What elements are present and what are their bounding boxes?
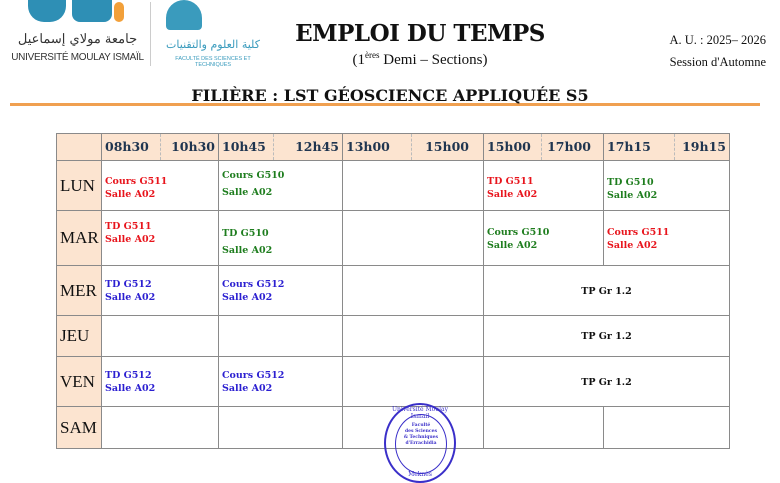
- stamp-bottom-text: Meknès: [408, 471, 432, 478]
- day-ven: VEN: [56, 356, 102, 407]
- faculty-logo: [158, 0, 268, 70]
- official-stamp: Université Moulay Ismail Faculté des Sciences & Techniques d'Errachidia Meknès: [384, 403, 456, 483]
- filiere-title: FILIÈRE : LST GÉOSCIENCE APPLIQUÉE S5: [191, 86, 589, 105]
- slot-jeu-45: TP Gr 1.2: [483, 315, 730, 357]
- slot-lun-3: [342, 160, 484, 211]
- slot-sam-4: [483, 406, 604, 449]
- slot-lun-5: TD G510 Salle A02: [603, 160, 730, 211]
- slot-sam-1: [101, 406, 219, 449]
- slot-mer-2: Cours G512 Salle A02: [218, 265, 343, 316]
- slot-sam-5: [603, 406, 730, 449]
- slot-mar-1: TD G511 Salle A02: [101, 210, 219, 266]
- day-jeu: JEU: [56, 315, 102, 357]
- slot-jeu-3: [342, 315, 484, 357]
- subtitle-sup: ères: [365, 50, 380, 60]
- faculty-name-fr: FACULTÉ DES SCIENCES ET TECHNIQUES: [175, 56, 251, 68]
- slot-mar-4: Cours G510 Salle A02: [483, 210, 604, 266]
- slot-ven-3: [342, 356, 484, 407]
- slot-ven-2: Cours G512 Salle A02: [218, 356, 343, 407]
- slot-header-5: 17h15 19h15: [603, 133, 730, 161]
- slot-mer-45: TP Gr 1.2: [483, 265, 730, 316]
- slot-header-2: 10h45 12h45: [218, 133, 343, 161]
- slot-mar-3: [342, 210, 484, 266]
- slot-header-4: 15h00 17h00: [483, 133, 604, 161]
- university-name-ar: جامعة مولاي إسماعيل: [17, 32, 138, 47]
- university-logo: [10, 0, 145, 70]
- faculty-name-ar: كلية العلوم والتقنيات: [166, 38, 260, 51]
- page-title: EMPLOI DU TEMPS: [295, 20, 545, 47]
- slot-lun-1: Cours G511 Salle A02: [101, 160, 219, 211]
- day-sam: SAM: [56, 406, 102, 449]
- slot-lun-2: Cours G510 Salle A02: [218, 160, 343, 211]
- slot-ven-45: TP Gr 1.2: [483, 356, 730, 407]
- slot-mer-3: [342, 265, 484, 316]
- slot-mar-5: Cours G511 Salle A02: [603, 210, 730, 266]
- day-lun: LUN: [56, 160, 102, 211]
- academic-year: A. U. : 2025– 2026: [669, 33, 766, 47]
- slot-header-3: 13h00 15h00: [342, 133, 484, 161]
- day-mar: MAR: [56, 210, 102, 266]
- page-subtitle: [270, 50, 570, 69]
- slot-jeu-2: [218, 315, 343, 357]
- subtitle-pre: (1: [352, 52, 366, 68]
- subtitle-post: Demi – Sections): [379, 52, 488, 68]
- university-name-fr: UNIVERSITÉ MOULAY ISMAÏL: [11, 52, 144, 63]
- logo-divider: [150, 2, 151, 66]
- corner-cell: [56, 133, 102, 161]
- slot-jeu-1: [101, 315, 219, 357]
- slot-mer-1: TD G512 Salle A02: [101, 265, 219, 316]
- slot-sam-2: [218, 406, 343, 449]
- slot-lun-4: TD G511 Salle A02: [483, 160, 604, 211]
- slot-mar-2: TD G510 Salle A02: [218, 210, 343, 266]
- stamp-ring-text: Université Moulay Ismail: [391, 406, 449, 420]
- slot-header-1: 08h30 10h30: [101, 133, 219, 161]
- day-mer: MER: [56, 265, 102, 316]
- session: Session d'Automne: [669, 55, 766, 69]
- slot-ven-1: TD G512 Salle A02: [101, 356, 219, 407]
